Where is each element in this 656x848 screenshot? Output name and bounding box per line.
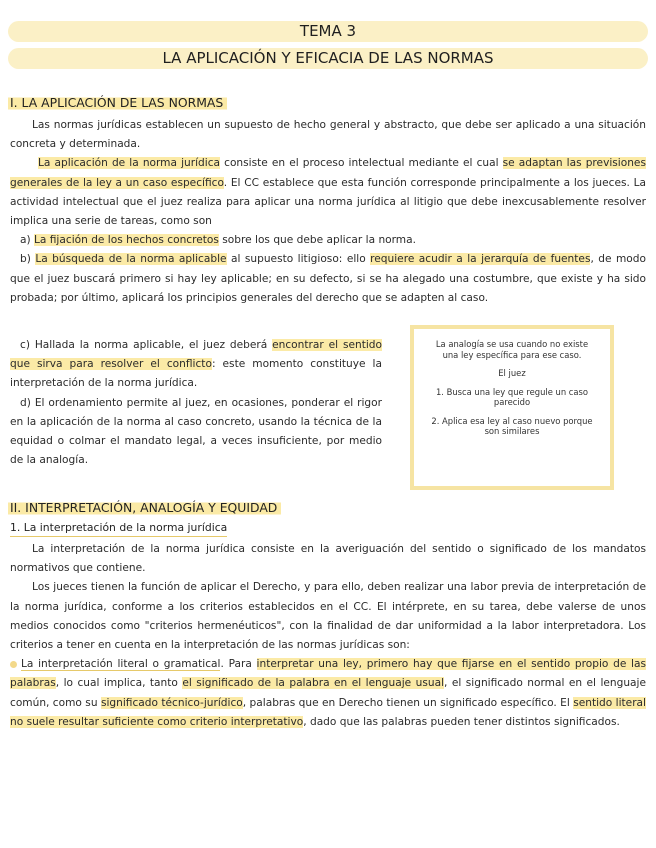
text-segment: : este momento constituye la interpretación de la norma jurídica. <box>10 358 382 390</box>
note-line: 2. Aplica esa ley al caso nuevo porque son similares <box>431 415 593 436</box>
text-segment: , lo cual implica, tanto <box>55 677 183 690</box>
note-line: El juez <box>498 368 526 378</box>
section-heading-aplicacion: I. LA APLICACIÓN DE LAS NORMAS <box>8 95 227 111</box>
paragraph-jueces: Los jueces tienen la función de aplicar el Derecho, y para ello, deben realizar una labor previa de interpretación de la norma jurídica, conforme a los criterios establecidos en el CC. El intérprete, en su tarea, debe valerse de unos medios conocidos como "criterios hermenéuticos", con la finalidad de dar uniformidad a la labor interpretadora. Los criterios a tener en cuenta en la interpretación de las normas jurídicas son: <box>10 581 646 652</box>
highlight-interpretar: interpretar una ley, primero hay que fijarse en el sentido propio de las palabras <box>10 658 647 690</box>
section1-body <box>10 116 646 308</box>
tema-label: TEMA 3 <box>299 22 357 40</box>
text-segment: , de modo que el juez buscará primero si hay ley aplicable; en su defecto, si se ha alegado una costumbre, que existe y ha sido probada; por último, aplicará los principios generales del derecho que se adapten al caso. <box>10 253 646 304</box>
section-heading-interpretacion: II. INTERPRETACIÓN, ANALOGÍA Y EQUIDAD <box>8 500 281 516</box>
list-item-a <box>10 231 646 250</box>
text-segment: sobre los que debe aplicar la norma. <box>218 234 416 247</box>
tema-banner <box>8 21 648 42</box>
highlight-jerarquia: requiere acudir a la jerarquía de fuentes <box>370 253 591 266</box>
text-segment: consiste en el proceso intelectual mediante el cual <box>220 157 503 170</box>
list-item-b <box>10 250 646 308</box>
bullet-icon <box>10 661 17 668</box>
highlight-fijacion: La fijación de los hechos concretos <box>34 234 219 247</box>
highlight-tecnico: significado técnico-jurídico <box>100 696 243 709</box>
text-segment: . Para <box>220 658 257 671</box>
title-banner <box>8 48 648 69</box>
note-line: 1. Busca una ley que regule un caso parecido <box>435 386 589 407</box>
text-segment: . El CC establece que esta función corresponde principalmente a los jueces. La actividad intelectual que el juez realiza para aplicar una norma jurídica al litigio que debe inexcusablemente resolver implica una serie de tareas, como son <box>10 176 646 228</box>
paragraph-literal <box>10 655 646 732</box>
item-prefix: b) <box>20 253 36 266</box>
section1-body-narrow <box>10 336 382 470</box>
text-segment: , dado que las palabras pueden tener distintos significados. <box>303 715 620 728</box>
page-title: LA APLICACIÓN Y EFICACIA DE LAS NORMAS <box>162 49 494 67</box>
item-prefix: a) <box>20 234 34 247</box>
subheading-interpretacion: 1. La interpretación de la norma jurídica <box>10 520 227 537</box>
paragraph-interpretacion: La interpretación de la norma jurídica consiste en la averiguación del sentido o significado de los mandatos normativos que contiene. <box>10 543 646 575</box>
highlight-sentido-literal: sentido literal no suele resultar suficiente como criterio interpretativo <box>10 696 646 728</box>
list-item-c <box>10 336 382 394</box>
text-segment: c) Hallada la norma aplicable, el juez deberá <box>20 339 273 351</box>
underline-literal: La interpretación literal o gramatical <box>21 658 221 671</box>
highlight-aplicacion: La aplicación de la norma jurídica <box>38 157 221 170</box>
paragraph-aplicacion <box>10 154 646 231</box>
note-line: La analogía se usa cuando no existe una ley específica para ese caso. <box>435 339 589 360</box>
text-segment: , el significado normal en el lenguaje común, como su <box>10 677 647 709</box>
highlight-busqueda: La búsqueda de la norma aplicable <box>35 253 227 266</box>
text-segment: , palabras que en Derecho tienen un significado específico. El <box>242 696 574 709</box>
list-item-d: d) El ordenamiento permite al juez, en ocasiones, ponderar el rigor en la aplicación de la norma al caso concreto, usando la técnica de la equidad o colmar el mandato legal, a veces insuficiente, por medio de la analogía. <box>10 396 382 467</box>
highlight-lenguaje-usual: el significado de la palabra en el lenguaje usual <box>182 677 445 690</box>
highlight-sentido: encontrar el sentido que sirva para resolver el conflicto <box>10 339 382 371</box>
paragraph-intro: Las normas jurídicas establecen un supuesto de hecho general y abstracto, que debe ser aplicado a una situación concreta y determinada. <box>10 119 646 151</box>
section2-body <box>10 540 646 732</box>
text-segment: al supuesto litigioso: ello <box>226 253 371 266</box>
analogia-note-box <box>410 325 614 490</box>
highlight-adaptan: se adaptan las previsiones generales de la ley a un caso específico <box>10 157 646 189</box>
